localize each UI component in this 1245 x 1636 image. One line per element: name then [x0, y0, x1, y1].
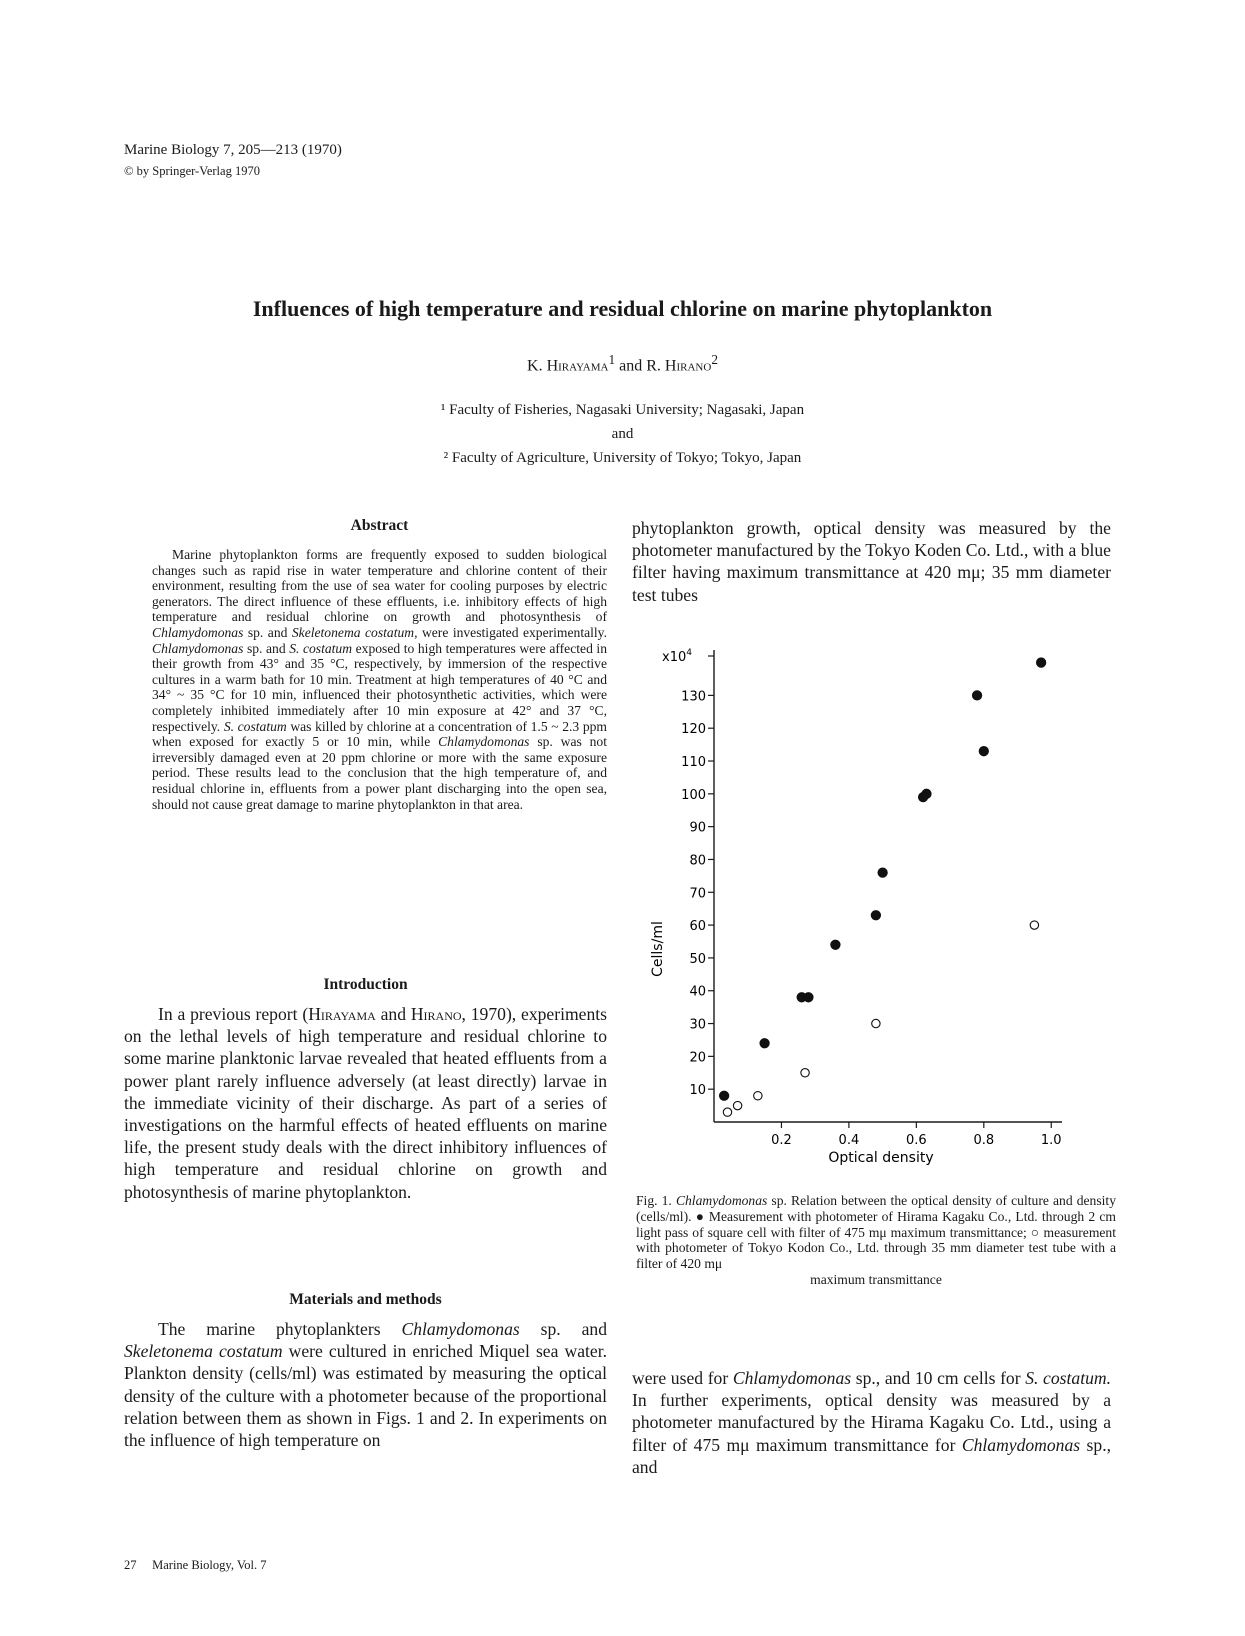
- methods-seg: were cultured in enriched Miquel sea water. Plankton density (cells/ml) was estimated by measuring the optical density of the culture with a photometer because of the proportional relation between them as shown in Figs. 1 and 2. In experiments on the influence of high temperature on: [124, 1341, 607, 1451]
- right-column-top-text: phytoplankton growth, optical density was measured by the photometer manufactured by the Tokyo Koden Co. Ltd., with a blue filter having maximum transmittance at 420 mμ; 35 mm diameter test tubes: [632, 518, 1111, 605]
- data-point-filled: [804, 993, 813, 1002]
- x-tick-label: 1.0: [1040, 1133, 1062, 1148]
- data-point-open: [733, 1101, 741, 1109]
- abstract-italic: Skeletonema costatum,: [291, 624, 418, 640]
- paper-title: Influences of high temperature and residual chlorine on marine phytoplankton: [252, 296, 993, 321]
- y-tick-label: 20: [689, 1050, 706, 1066]
- abstract-text: [152, 547, 607, 812]
- caption-body: [636, 1193, 1116, 1272]
- data-point-filled: [760, 1039, 769, 1048]
- x-axis-ticks: [771, 1122, 1061, 1148]
- introduction-text: [124, 1003, 607, 1203]
- abstract-italic: S. costatum: [223, 718, 287, 734]
- figure-1-caption: [636, 1193, 1116, 1288]
- y-tick-label: 50: [689, 951, 706, 967]
- abstract-italic: Chlamydomonas: [152, 640, 244, 656]
- right-bottom-italic: Chlamydomonas: [732, 1368, 852, 1388]
- data-point-filled: [831, 940, 840, 949]
- abstract-seg: were investigated experimentally.: [417, 624, 607, 640]
- journal-header: [124, 140, 342, 182]
- data-point-filled: [871, 911, 880, 920]
- abstract-italic: Chlamydomonas: [152, 624, 244, 640]
- x-tick-label: 0.2: [771, 1133, 792, 1148]
- author-1-name: Hirayama: [546, 357, 609, 375]
- right-bottom-seg: In further experiments, optical density was measured by a photometer manufactured by the Hirama Kagaku Co. Ltd., using a filter of 475 mμ maximum transmittance for: [632, 1390, 1111, 1455]
- data-point-filled: [972, 691, 981, 700]
- data-point-filled: [1037, 658, 1046, 667]
- data-point-open: [1030, 921, 1038, 929]
- figure-1-chart: [640, 640, 1110, 1180]
- y-tick-label: 80: [689, 853, 706, 869]
- author-1-initial: K.: [527, 357, 543, 375]
- methods-seg: The marine phytoplankters: [158, 1319, 402, 1339]
- intro-citation-author: Hirayama: [308, 1004, 376, 1024]
- methods-italic: Chlamydomonas: [401, 1319, 520, 1339]
- y-tick-label: 130: [681, 689, 706, 705]
- intro-seg: , 1970), experiments on the lethal levels of high temperature and residual chlorine to some marine planktonic larvae revealed that heated effluents from a power plant rarely influence adversely (at least directly) larvae in the immediate vicinity of their discharge. As part of a series of investigations on the harmful effects of heated effluents on marine life, the present study deals with the direct inhibitory influences of high temperature and residual chlorine on growth and photosynthesis of marine phytoplankton.: [124, 1004, 607, 1202]
- y-axis-ticks: [681, 656, 714, 1098]
- right-bottom-italic: Chlamydomonas: [961, 1434, 1081, 1455]
- data-point-filled: [979, 747, 988, 756]
- author-1-affil-mark: 1: [608, 352, 616, 367]
- data-point-open: [723, 1108, 731, 1116]
- data-point-filled: [922, 789, 931, 798]
- page-number: 27: [124, 1558, 137, 1572]
- page-folio: [124, 1558, 266, 1573]
- right-bottom-italic: S. costatum.: [1025, 1368, 1111, 1388]
- abstract-seg: sp. and: [243, 624, 292, 640]
- author-2-name: Hirano: [664, 357, 712, 375]
- methods-heading: Materials and methods: [289, 1291, 442, 1308]
- abstract-italic: S. costatum: [289, 640, 353, 656]
- folio-journal: Marine Biology, Vol. 7: [152, 1558, 267, 1572]
- y-tick-label: 40: [689, 984, 706, 1000]
- data-point-open: [872, 1019, 880, 1027]
- author-line: [0, 352, 1245, 375]
- data-point-filled: [720, 1091, 729, 1100]
- right-bottom-seg: sp., and: [632, 1434, 1111, 1477]
- affiliations: [0, 398, 1245, 470]
- journal-citation: Marine Biology 7, 205—213 (1970): [124, 142, 342, 158]
- introduction-heading: Introduction: [323, 976, 408, 993]
- x-tick-label: 0.6: [906, 1133, 927, 1148]
- chart-axes: [714, 650, 1062, 1122]
- y-multiplier-exponent: 4: [686, 648, 692, 658]
- right-bottom-seg: sp., and 10 cm cells for: [851, 1368, 1026, 1388]
- y-tick-label: 90: [689, 820, 706, 836]
- intro-seg: and: [375, 1004, 411, 1024]
- y-axis-multiplier: [662, 648, 692, 665]
- y-multiplier-base: x10: [662, 650, 687, 665]
- x-tick-label: 0.4: [838, 1133, 860, 1148]
- copyright-line: © by Springer-Verlag 1970: [124, 164, 260, 178]
- y-tick-label: 110: [681, 755, 706, 771]
- x-axis-label: Optical density: [828, 1150, 934, 1166]
- caption-seg: sp. Relation between the optical density of culture and density (cells/ml). ● Measurement with photometer of Hirama Kagaku Co., Ltd. through 2 cm light pass of square cell with filter of 475 mμ maximum transmittance; ○ measurement with photometer of Tokyo Kodon Co., Ltd. through 35 mm diameter test tube with a filter of 420 mμ: [636, 1193, 1116, 1272]
- caption-last-line: maximum transmittance: [810, 1271, 942, 1287]
- abstract-seg: sp. and: [243, 640, 290, 656]
- caption-italic: Chlamydomonas: [675, 1193, 768, 1208]
- abstract-seg: sp. was not irreversibly damaged even at 20 ppm chlorine or more with the same exposure period. These results lead to the conclusion that the high temperature of, and residual chlorine in, effluents from a power plant discharging into the open sea, should not cause great damage to marine phytoplankton in that area.: [152, 734, 607, 812]
- data-point-open: [754, 1092, 762, 1100]
- right-column-bottom-text: [632, 1367, 1111, 1478]
- data-point-filled: [878, 868, 887, 877]
- methods-text: [124, 1318, 607, 1451]
- y-tick-label: 60: [689, 919, 706, 935]
- author-conjunction: and: [619, 357, 643, 375]
- y-tick-label: 10: [689, 1083, 706, 1099]
- author-2-initial: R.: [646, 357, 661, 375]
- intro-citation-author: Hirano: [410, 1004, 462, 1024]
- right-bottom-seg: were used for: [632, 1368, 733, 1388]
- abstract-seg: exposed to high temperatures were affected in their growth from 43° and 35 °C, respectively, by immersion of the respective cultures in a warm bath for 10 min. Treatment at high temperatures of 40 °C and 34° ~ 35 °C for 10 min, influenced their photosynthetic activities, which were completely inhibited immediately after 10 min exposure at 42° and 37 °C, respectively.: [152, 640, 608, 734]
- affiliation-2: ² Faculty of Agriculture, University of Tokyo; Tokyo, Japan: [443, 450, 802, 466]
- data-point-open: [801, 1069, 809, 1077]
- abstract-heading: Abstract: [350, 517, 409, 534]
- author-2-affil-mark: 2: [711, 352, 718, 367]
- abstract-seg: Marine phytoplankton forms are frequently exposed to sudden biological changes such as rapid rise in water temperature and chlorine content of their environment, resulting from the use of sea water for cooling purposes by electric generators. The direct influence of these effluents, i.e. inhibitory effects of high temperature and residual chlorine on growth and photosynthesis of: [152, 547, 607, 625]
- abstract-italic: Chlamydomonas: [438, 734, 530, 750]
- affiliation-1: ¹ Faculty of Fisheries, Nagasaki University; Nagasaki, Japan: [440, 402, 805, 418]
- abstract-seg: was killed by chlorine at a concentration of 1.5 ~ 2.3 ppm when exposed for exactly 5 or 10 min, while: [152, 718, 607, 750]
- y-tick-label: 30: [689, 1017, 706, 1033]
- data-points: [720, 658, 1046, 1116]
- affiliation-and: and: [611, 426, 634, 442]
- y-axis-label: Cells/ml: [650, 921, 666, 977]
- y-tick-label: 70: [689, 886, 706, 902]
- methods-seg: sp. and: [519, 1319, 607, 1339]
- intro-seg: In a previous report (: [158, 1004, 309, 1024]
- caption-label: Fig. 1.: [636, 1193, 676, 1208]
- y-tick-label: 120: [681, 722, 706, 738]
- methods-italic: Skeletonema costatum: [124, 1341, 283, 1362]
- y-tick-label: 100: [681, 787, 706, 803]
- x-tick-label: 0.8: [973, 1133, 995, 1148]
